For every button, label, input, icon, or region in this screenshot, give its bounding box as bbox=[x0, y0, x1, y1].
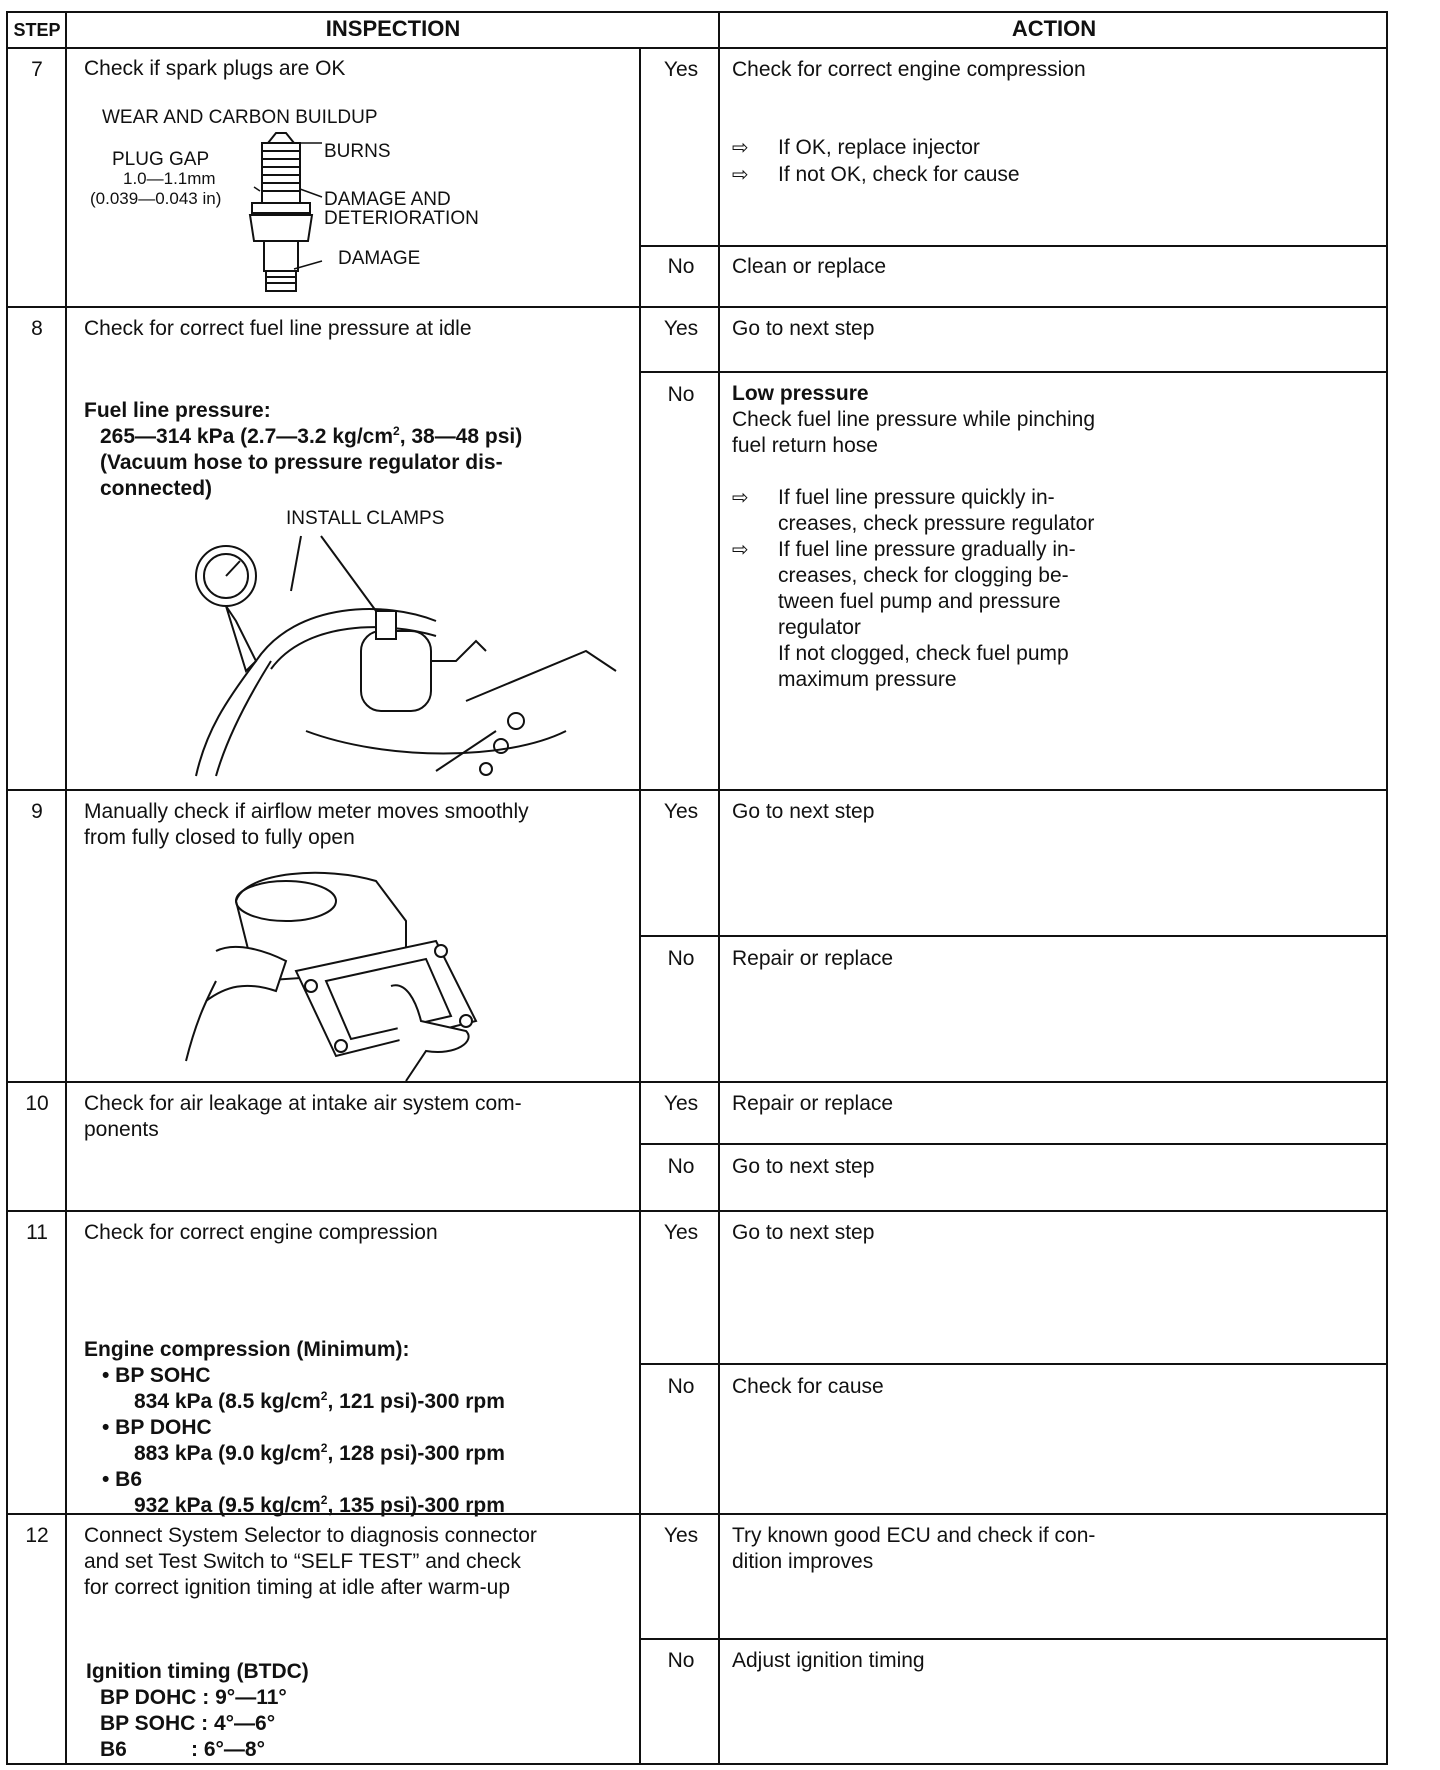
no-label: No bbox=[667, 1649, 695, 1672]
spec-line: 265—314 kPa (2.7—3.2 $kg/cm^2$, 38—48 psi) bbox=[100, 424, 523, 448]
action-no-text: Clean or replace bbox=[732, 255, 887, 278]
action-bullet: If OK, replace injector bbox=[778, 136, 980, 159]
yes-label: Yes bbox=[663, 317, 699, 340]
troubleshooting-table bbox=[6, 11, 1390, 1767]
header-action: ACTION bbox=[1011, 16, 1097, 41]
spec-line: BP DOHC : 9°—11° bbox=[100, 1686, 287, 1709]
inspection-text: from fully closed to fully open bbox=[84, 826, 355, 849]
action-yes-text: Go to next step bbox=[732, 1221, 875, 1244]
spec-engine: • BP DOHC bbox=[102, 1416, 212, 1439]
inspection-text: Check for correct fuel line pressure at idle bbox=[84, 317, 472, 340]
inspection-text: Check if spark plugs are OK bbox=[84, 57, 346, 80]
step-number: 12 bbox=[25, 1524, 49, 1547]
action-bullet: creases, check for clogging be- bbox=[778, 564, 1069, 587]
spec-line: connected) bbox=[100, 477, 213, 500]
spec-engine: • BP SOHC bbox=[102, 1364, 211, 1387]
gauge-hose bbox=[226, 606, 256, 671]
header-step: STEP bbox=[13, 20, 61, 40]
airflow-meter-figure bbox=[176, 861, 506, 1081]
yes-label: Yes bbox=[663, 800, 699, 823]
step-number: 9 bbox=[31, 800, 43, 823]
arrow-icon: ⇨ bbox=[732, 539, 749, 561]
action-no-text: fuel return hose bbox=[732, 434, 878, 457]
action-no-text: Check fuel line pressure while pinching bbox=[732, 408, 1096, 431]
inspection-text: Check for air leakage at intake air system com- bbox=[84, 1092, 522, 1115]
action-bullet: maximum pressure bbox=[778, 668, 957, 691]
step-number: 10 bbox=[25, 1092, 49, 1115]
action-yes-text: Try known good ECU and check if con- bbox=[732, 1524, 1096, 1547]
action-yes-text: Go to next step bbox=[732, 317, 875, 340]
fuel-filter bbox=[361, 631, 431, 711]
arrow-icon: ⇨ bbox=[732, 137, 749, 159]
fuel-pressure-gauge-figure bbox=[186, 531, 616, 781]
no-label: No bbox=[667, 383, 695, 406]
yes-label: Yes bbox=[663, 1221, 699, 1244]
action-bullet: If fuel line pressure quickly in- bbox=[778, 486, 1055, 509]
arrow-icon: ⇨ bbox=[732, 164, 749, 186]
label-deterioration: DETERIORATION bbox=[324, 208, 479, 229]
inspection-text: ponents bbox=[84, 1118, 159, 1141]
spec-value: 834 kPa (8.5 $kg/cm^2$, 121 psi)-300 rpm bbox=[134, 1389, 505, 1413]
action-bullet: If not clogged, check fuel pump bbox=[778, 642, 1069, 665]
spec-line: BP SOHC : 4°—6° bbox=[100, 1712, 276, 1735]
arrow-icon: ⇨ bbox=[732, 487, 749, 509]
yes-label: Yes bbox=[663, 1524, 699, 1547]
hand-left bbox=[206, 947, 286, 1001]
no-label: No bbox=[667, 947, 695, 970]
action-bullet: creases, check pressure regulator bbox=[778, 512, 1095, 535]
inspection-text: Manually check if airflow meter moves smoothly bbox=[84, 800, 529, 823]
no-label: No bbox=[667, 1155, 695, 1178]
spec-value: 883 kPa (9.0 $kg/cm^2$, 128 psi)-300 rpm bbox=[134, 1441, 505, 1465]
spec-value: 932 kPa (9.5 $kg/cm^2$, 135 psi)-300 rpm bbox=[134, 1493, 505, 1517]
step-number: 7 bbox=[31, 58, 43, 81]
yes-label: Yes bbox=[663, 58, 699, 81]
label-install-clamps: INSTALL CLAMPS bbox=[286, 508, 445, 529]
label-burns: BURNS bbox=[324, 141, 391, 162]
label-damage-and: DAMAGE AND bbox=[324, 189, 451, 210]
action-no-text: Go to next step bbox=[732, 1155, 875, 1178]
inspection-text: Connect System Selector to diagnosis connector bbox=[84, 1524, 537, 1547]
fuel-hose bbox=[196, 661, 256, 776]
header-inspection: INSPECTION bbox=[325, 16, 461, 41]
inspection-text: Check for correct engine compression bbox=[84, 1221, 438, 1244]
inspection-text: and set Test Switch to “SELF TEST” and check bbox=[84, 1550, 521, 1573]
no-label: No bbox=[667, 1375, 695, 1398]
label-damage: DAMAGE bbox=[338, 248, 421, 269]
action-bullet: tween fuel pump and pressure bbox=[778, 590, 1061, 613]
spec-engine: • B6 bbox=[102, 1468, 143, 1491]
no-label: No bbox=[667, 255, 695, 278]
action-bullet: regulator bbox=[778, 616, 861, 639]
action-bullet: If not OK, check for cause bbox=[778, 163, 1020, 186]
spec-title: Engine compression (Minimum): bbox=[84, 1338, 410, 1361]
inspection-text: for correct ignition timing at idle after warm-up bbox=[84, 1576, 510, 1599]
spec-line: (Vacuum hose to pressure regulator dis- bbox=[100, 451, 503, 474]
action-yes-text: Check for correct engine compression bbox=[732, 58, 1086, 81]
action-no-text: Repair or replace bbox=[732, 947, 894, 970]
action-title: Low pressure bbox=[732, 382, 869, 405]
action-yes-text: dition improves bbox=[732, 1550, 874, 1573]
step-number: 11 bbox=[26, 1221, 48, 1244]
action-no-text: Check for cause bbox=[732, 1375, 884, 1398]
label-gap-mm: 1.0—1.1mm bbox=[123, 169, 216, 188]
spark-plug-leaders bbox=[6, 11, 7, 12]
spec-title: Ignition timing (BTDC) bbox=[86, 1660, 309, 1683]
action-no-text: Adjust ignition timing bbox=[732, 1649, 925, 1672]
action-yes-text: Repair or replace bbox=[732, 1092, 894, 1115]
action-yes-text: Go to next step bbox=[732, 800, 875, 823]
label-gap-in: (0.039—0.043 in) bbox=[90, 189, 222, 208]
step-number: 8 bbox=[31, 317, 43, 340]
label-plug-gap: PLUG GAP bbox=[112, 149, 210, 170]
action-bullet: If fuel line pressure gradually in- bbox=[778, 538, 1076, 561]
yes-label: Yes bbox=[663, 1092, 699, 1115]
spec-line: B6 : 6°—8° bbox=[100, 1738, 266, 1761]
spec-title: Fuel line pressure: bbox=[84, 399, 271, 422]
label-wear-carbon: WEAR AND CARBON BUILDUP bbox=[102, 107, 378, 128]
